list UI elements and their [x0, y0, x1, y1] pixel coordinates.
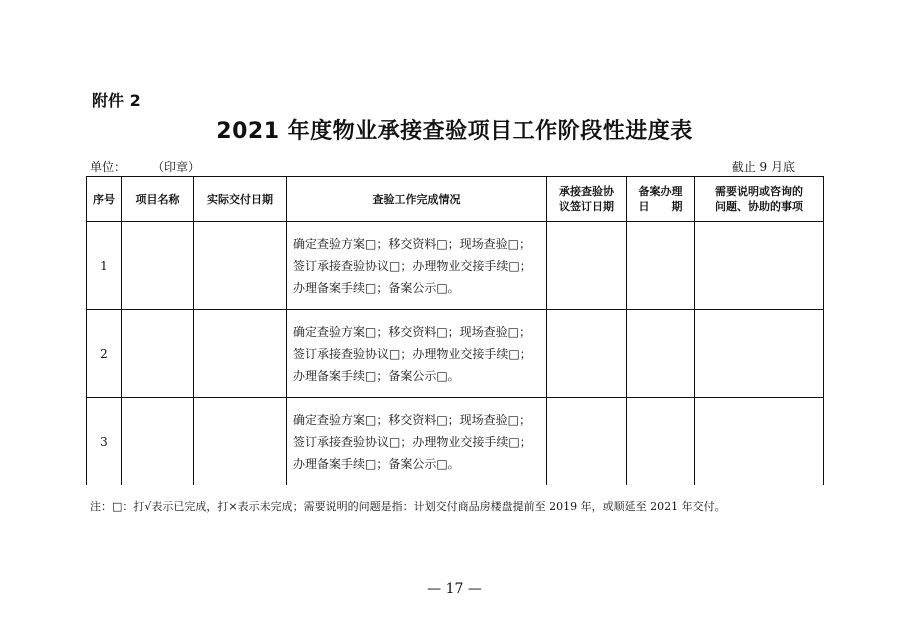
row-index: 3: [87, 398, 122, 486]
header-filing-date: [627, 177, 695, 222]
header-notes: [695, 177, 824, 222]
status-line: 确定查验方案□；移交资料□；现场查验□；: [293, 412, 532, 427]
header-project-name: 项目名称: [122, 177, 194, 222]
header-filing-date-line1: 备案办理: [638, 185, 683, 198]
header-agreement-date-line1: 承接查验协: [559, 185, 614, 198]
header-delivery-date: 实际交付日期: [194, 177, 287, 222]
status-line: 确定查验方案□；移交资料□；现场查验□；: [293, 324, 532, 339]
table-row: [87, 310, 824, 398]
status-line: 签订承接查验协议□；办理物业交接手续□；: [293, 258, 532, 273]
row-delivery-date: [194, 310, 287, 398]
status-line: 办理备案手续□；备案公示□。: [293, 456, 460, 471]
header-filing-date-line2: 日 期: [638, 200, 683, 213]
row-completion-status: [287, 310, 547, 398]
status-line: 办理备案手续□；备案公示□。: [293, 368, 460, 383]
table-header-row: [87, 177, 824, 222]
header-index: 序号: [87, 177, 122, 222]
header-notes-line2: 问题、协助的事项: [715, 200, 803, 213]
row-notes: [695, 398, 824, 486]
header-completion-status: 查验工作完成情况: [287, 177, 547, 222]
row-delivery-date: [194, 222, 287, 310]
table-row: [87, 222, 824, 310]
row-agreement-date: [547, 398, 627, 486]
header-agreement-date-line2: 议签订日期: [559, 200, 614, 213]
page-number: — 17 —: [427, 581, 482, 597]
status-line: 签订承接查验协议□；办理物业交接手续□；: [293, 346, 532, 361]
status-line: 确定查验方案□；移交资料□；现场查验□；: [293, 236, 532, 251]
row-agreement-date: [547, 310, 627, 398]
status-line: 签订承接查验协议□；办理物业交接手续□；: [293, 434, 532, 449]
row-project-name: [122, 310, 194, 398]
row-agreement-date: [547, 222, 627, 310]
header-notes-line1: 需要说明或咨询的: [715, 185, 803, 198]
status-line: 办理备案手续□；备案公示□。: [293, 280, 460, 295]
row-index: 2: [87, 310, 122, 398]
page-title: 2021 年度物业承接查验项目工作阶段性进度表: [216, 119, 693, 144]
attachment-label: 附件 2: [92, 91, 141, 110]
row-notes: [695, 310, 824, 398]
row-completion-status: [287, 398, 547, 486]
row-completion-status: [287, 222, 547, 310]
unit-label: 单位：: [90, 160, 127, 174]
row-delivery-date: [194, 398, 287, 486]
seal-label: （印章）: [158, 160, 201, 174]
row-project-name: [122, 222, 194, 310]
row-filing-date: [627, 398, 695, 486]
header-agreement-date: [547, 177, 627, 222]
unit-line: [90, 158, 200, 175]
progress-table: [86, 176, 824, 485]
deadline-label: 截止 9 月底: [731, 160, 795, 174]
row-filing-date: [627, 310, 695, 398]
row-project-name: [122, 398, 194, 486]
row-index: 1: [87, 222, 122, 310]
table-row: [87, 398, 824, 486]
row-filing-date: [627, 222, 695, 310]
row-notes: [695, 222, 824, 310]
footnote: 注：□：打√表示已完成，打×表示未完成；需要说明的问题是指：计划交付商品房楼盘提前至 2019 年，或顺延至 2021 年交付。: [90, 500, 726, 513]
